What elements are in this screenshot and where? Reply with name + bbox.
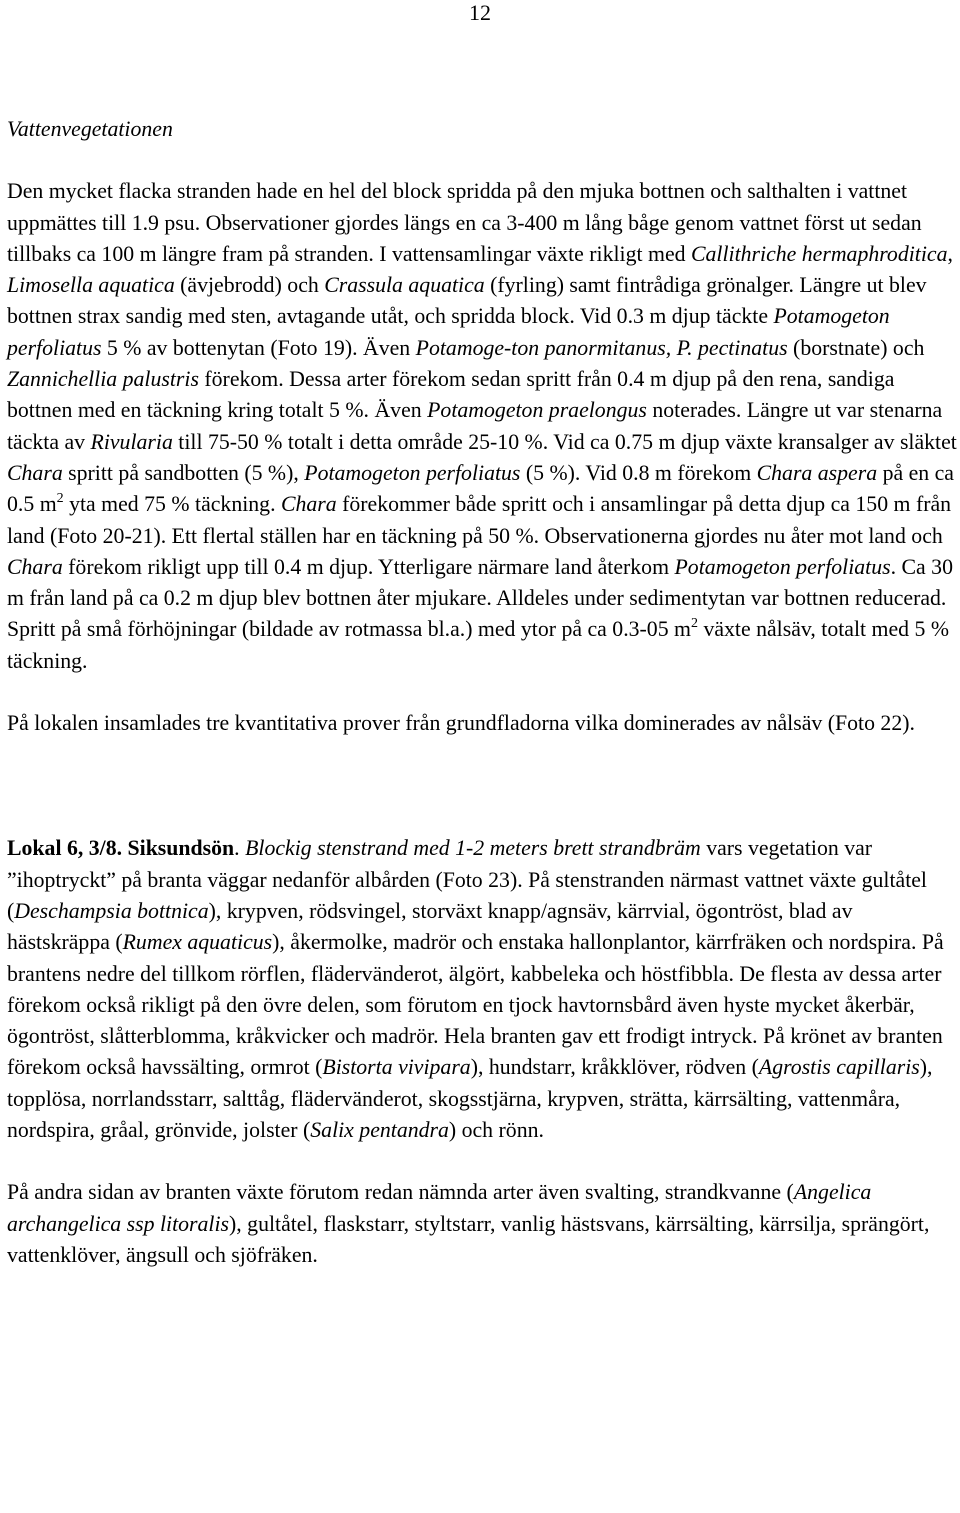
species-name: Callithriche hermaphroditica	[690, 241, 948, 266]
text-run: ), topplösa, norrlandsstarr, salttåg, flädervänderot, skogsstjärna, krypven, strätta, kärrsälting, vattenmåra, nordspira, gråal, grönvide, jolster (	[7, 1055, 933, 1143]
text-run: vars vegetation var ”ihoptryckt” på branta väggar nedanför albården (Foto 23). På stenstranden närmast vattnet växte gultåtel (	[7, 836, 927, 923]
text-run: ,	[947, 241, 953, 266]
text-run: . Ca 30 m från land på ca 0.2 m djup blev bottnen åter mjukare. Alldeles under sedimentytan var bottnen reducerad. Spritt på små förhöjningar (bildade av rotmassa bl.a.) med ytor på ca 0.3-05 m	[7, 554, 953, 642]
text-run: yta med 75 % täckning.	[63, 492, 281, 517]
superscript: 2	[56, 491, 64, 507]
species-name: Chara aspera	[756, 460, 878, 485]
superscript: 2	[691, 616, 698, 632]
paragraph-water-vegetation	[7, 176, 959, 677]
text-run: (fyrling) samt fintrådiga grönalger. Längre ut blev bottnen strax sandig med sten, avtagande utåt, och spridda block. Vid 0.3 m djup täckte	[7, 273, 927, 329]
species-name: Limosella aquatica	[7, 273, 175, 298]
text-run: ), åkermolke, madrör och enstaka hallonplantor, kärrfräken och nordspira. På brantens nedre del tillkom rörflen, flädervänderot, älgört, kabbeleka och höstfibbla. De flesta av dessa arter förekom också rikligt på den övre delen, som förutom en tjock havtornsbård även hyste mycket åkerbär, ögontröst, slåtterblomma, kråkvicker och madrör. Hela branten gav ett frodigt intryck. På krönet av branten förekom också havssälting, ormrot (	[7, 930, 944, 1080]
section-spacer	[7, 770, 959, 833]
text-run: På andra sidan av branten växte förutom redan nämnda arter även svalting, strandkvanne (	[7, 1180, 794, 1205]
text-run: .	[234, 836, 246, 861]
paragraph-other-side	[7, 1177, 959, 1271]
text-run: ), gultåtel, flaskstarr, styltstarr, vanlig hästsvans, kärrsälting, kärrsilja, sprängört, vattenklöver, ängsull och sjöfräken.	[7, 1211, 930, 1267]
text-run: spritt på sandbotten (5 %),	[62, 460, 305, 485]
text-run: Den mycket flacka stranden hade en hel del block spridda på den mjuka bottnen och salthalten i vattnet uppmättes till 1.9 psu. Observationer gjordes längs en ca 3-400 m lång båge genom vattnet först ut sedan tillbaks ca 100 m längre fram på stranden. I vattensamlingar växte rikligt med	[7, 179, 922, 266]
text-run: (ävjebrodd) och	[174, 273, 325, 298]
text-run: (borstnate) och	[787, 335, 925, 360]
species-name: Agrostis capillaris	[758, 1055, 920, 1080]
species-name: Potamogeton praelongus	[427, 398, 647, 423]
text-run: växte nålsäv, totalt med 5 % täckning.	[7, 617, 949, 673]
text-run: förekom rikligt upp till 0.4 m djup. Ytterligare närmare land återkom	[62, 554, 675, 579]
page-number: 12	[469, 0, 491, 25]
species-name: Potamoge-ton panormitanus, P. pectinatus	[415, 335, 788, 360]
species-name: Angelica archangelica ssp litoralis	[7, 1180, 872, 1236]
species-name: Rivularia	[90, 429, 173, 454]
text-run: på en ca 0.5 m	[7, 460, 954, 517]
species-name: Bistorta vivipara	[322, 1055, 471, 1080]
species-name: Chara	[280, 492, 337, 517]
text-run: förekom. Dessa arter förekom sedan spritt från 0.4 m djup på den rena, sandiga bottnen med en täckning kring totalt 5 %. Även	[7, 367, 895, 423]
species-name: Chara	[7, 554, 63, 579]
species-name: Potamogeton perfoliatus	[7, 304, 890, 360]
text-run: 5 % av bottenytan (Foto 19). Även	[101, 335, 416, 360]
species-name: Potamogeton perfoliatus	[304, 460, 521, 485]
species-name: Salix pentandra	[310, 1118, 449, 1143]
text-run: ) och rönn.	[448, 1118, 544, 1143]
text-run: förekommer både spritt och i ansamlingar på detta djup ca 150 m från land (Foto 20-21). Ett flertal ställen har en täckning på 50 %. Observationerna gjordes nu åter mot land och	[7, 492, 952, 548]
site-description: Blockig stenstrand med 1-2 meters brett strandbräm	[245, 836, 701, 861]
text-run: ), krypven, rödsvingel, storväxt knapp/agnsäv, kärrvial, ögontröst, blad av hästskräppa (	[7, 898, 853, 955]
species-name: Deschampsia bottnica	[14, 898, 209, 923]
section-heading: Vattenvegetationen	[7, 117, 173, 141]
site-heading: Lokal 6, 3/8. Siksundsön	[7, 836, 235, 861]
text-run: ), hundstarr, kråkklöver, rödven (	[470, 1055, 759, 1080]
text-run: (5 %). Vid 0.8 m förekom	[520, 460, 757, 485]
species-name: Potamogeton perfoliatus	[674, 554, 891, 579]
species-name: Zannichellia palustris	[7, 367, 199, 392]
text-run: till 75-50 % totalt i detta område 25-10 %. Vid ca 0.75 m djup växte kransalger av släktet	[172, 429, 957, 454]
species-name: Rumex aquaticus	[122, 930, 273, 955]
paragraph-lokal-6	[7, 833, 959, 1146]
species-name: Crassula aquatica	[324, 273, 485, 298]
text-run: noterades. Längre ut var stenarna täckta av	[7, 398, 943, 454]
paragraph-samples: På lokalen insamlades tre kvantitativa prover från grundfladorna vilka dominerades av nålsäv (Foto 22).	[7, 711, 915, 736]
species-name: Chara	[7, 460, 63, 485]
document-body	[7, 114, 959, 1271]
